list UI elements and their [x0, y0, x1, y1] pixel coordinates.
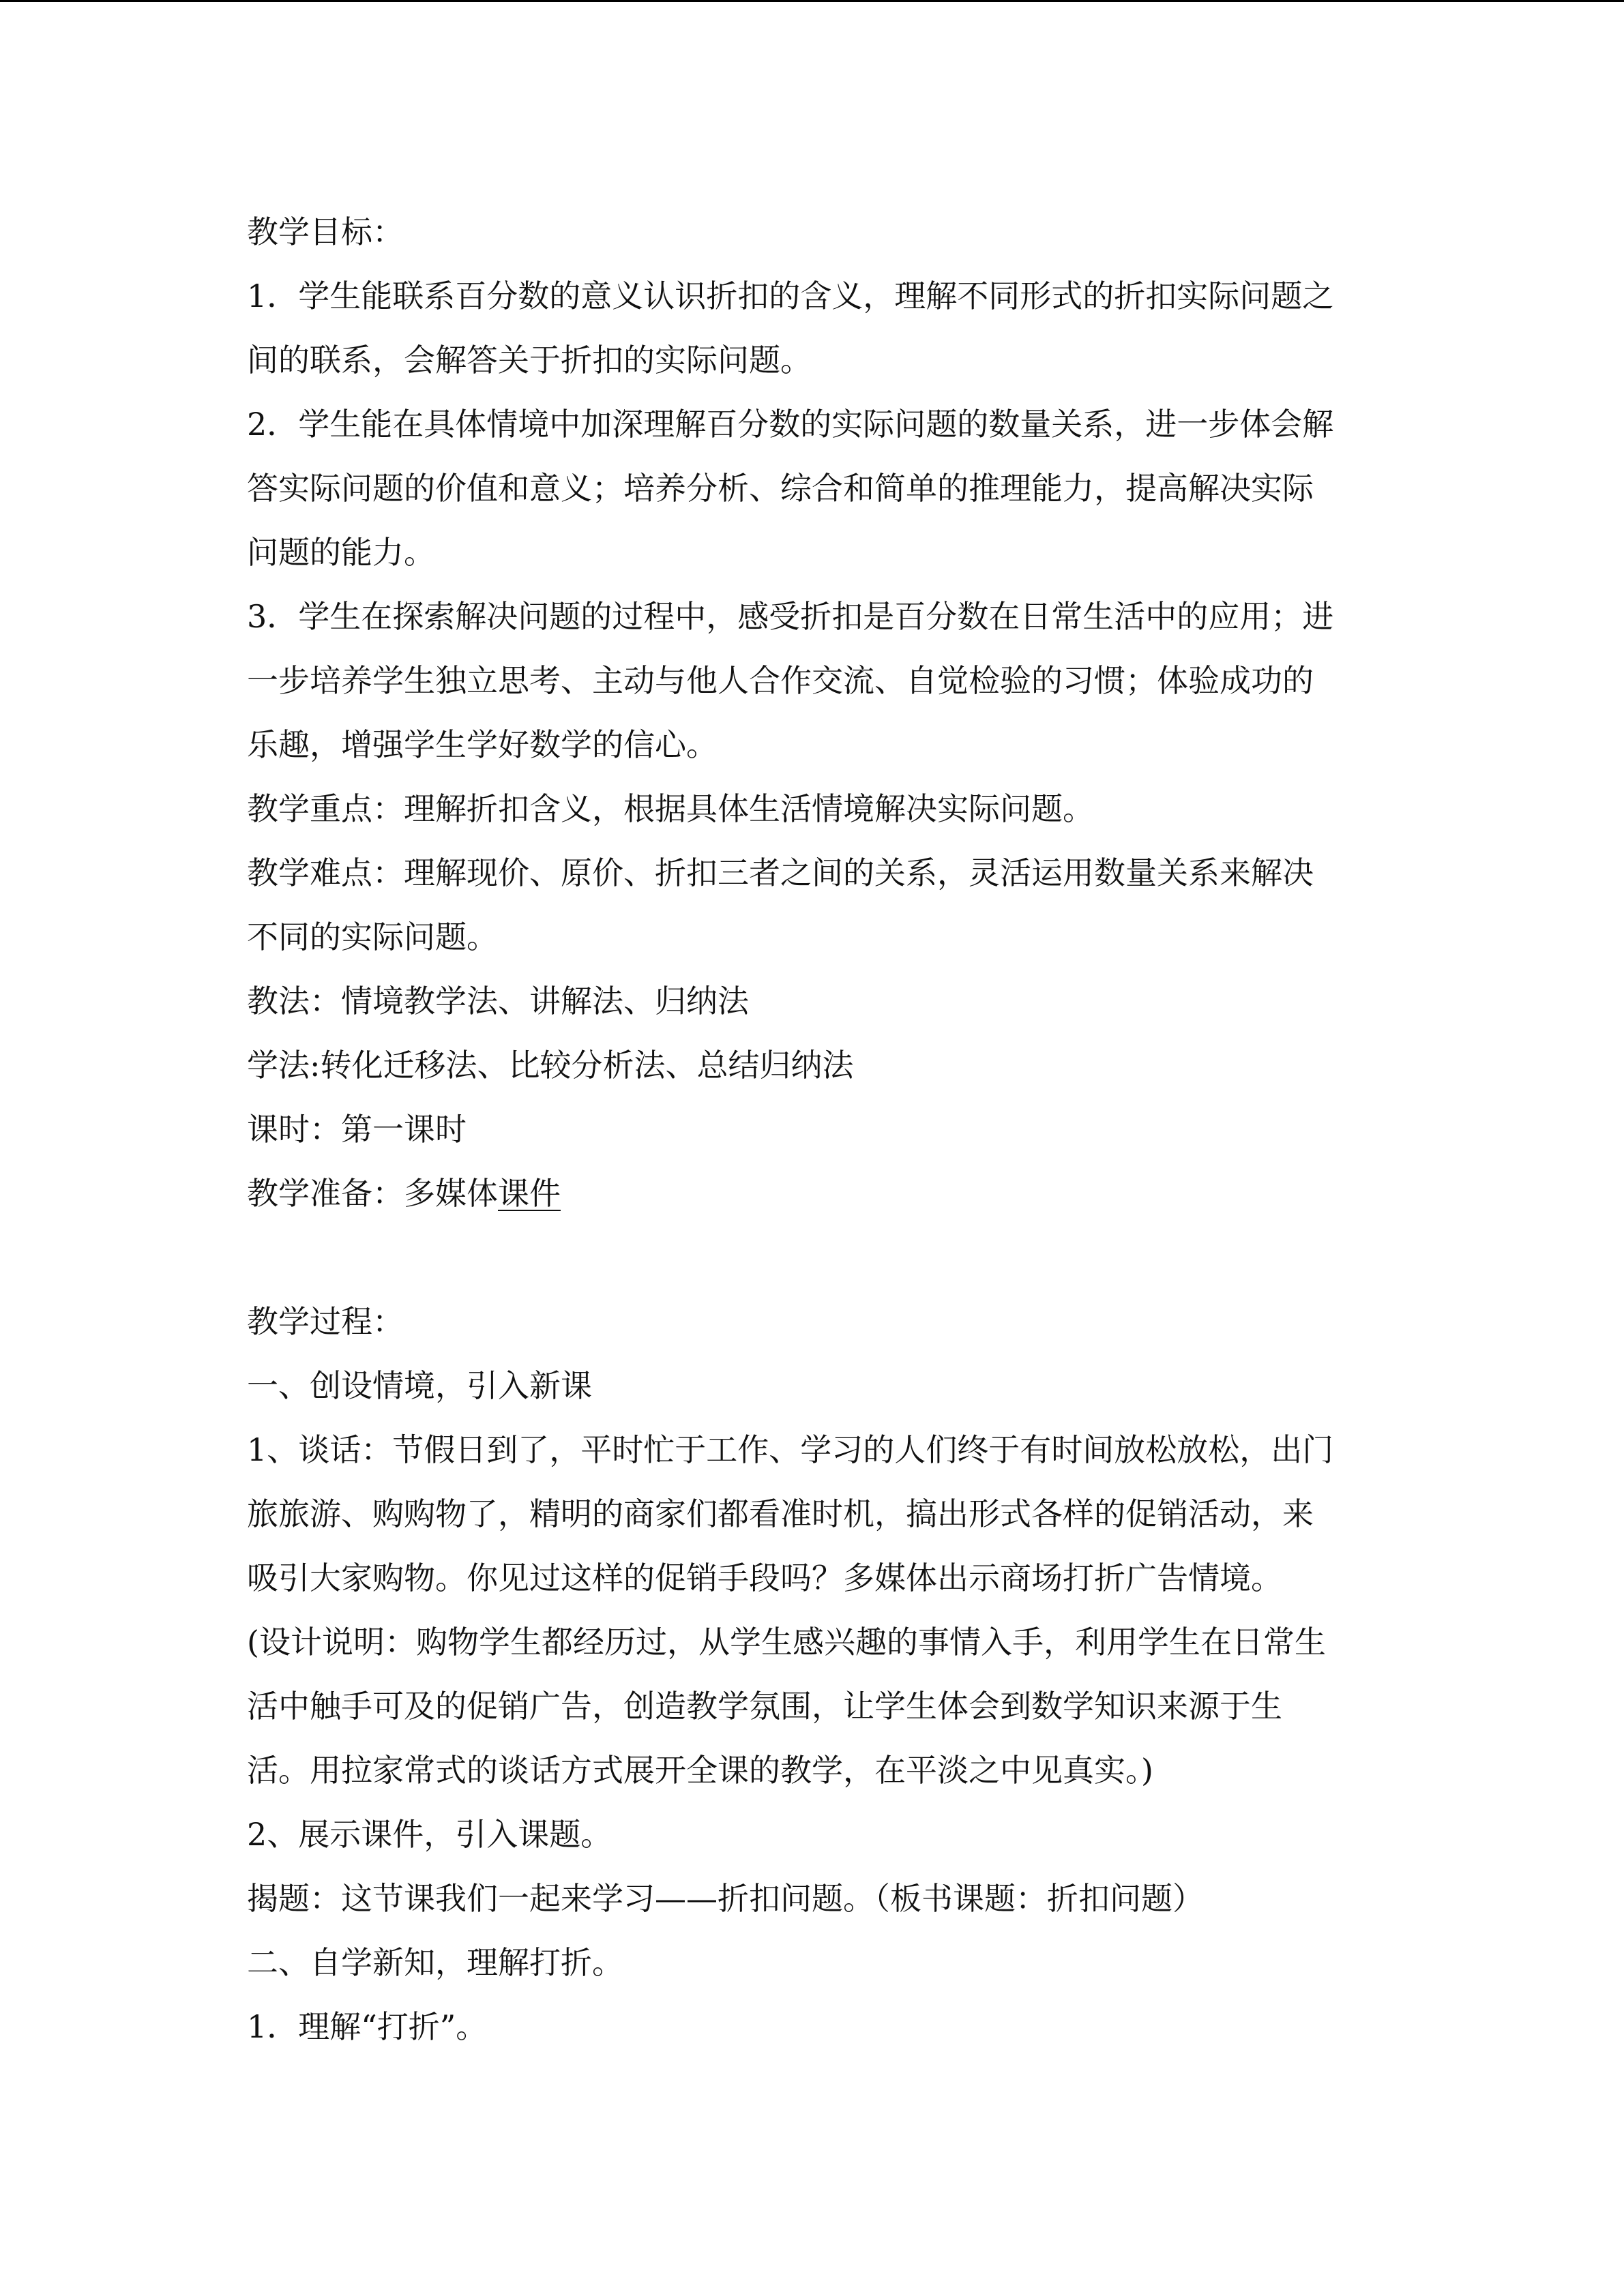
show-courseware: 2、展示课件，引入课题。 — [247, 1816, 612, 1853]
talk-line-1: 1、谈话：节假日到了，平时忙于工作、学习的人们终于有时间放松放松，出门 — [247, 1431, 1334, 1468]
goal-2-line-1: 2．学生能在具体情境中加深理解百分数的实际问题的数量关系，进一步体会解 — [247, 406, 1334, 443]
goal-2-line-2: 答实际问题的价值和意义；培养分析、综合和简单的推理能力，提高解决实际 — [247, 470, 1314, 507]
goal-3-line-3: 乐趣，增强学生学好数学的信心。 — [247, 726, 718, 763]
reveal-topic: 揭题：这节课我们一起来学习——折扣问题。（板书课题：折扣问题） — [247, 1880, 1204, 1917]
courseware-link[interactable]: 课件 — [498, 1175, 561, 1212]
goal-3-line-2: 一步培养学生独立思考、主动与他人合作交流、自觉检验的习惯；体验成功的 — [247, 662, 1314, 699]
step-1-heading: 一、创设情境，引入新课 — [247, 1367, 592, 1404]
talk-line-2: 旅旅游、购购物了，精明的商家们都看准时机，搞出形式各样的促销活动，来 — [247, 1495, 1314, 1532]
class-period: 课时：第一课时 — [247, 1111, 467, 1148]
talk-line-3: 吸引大家购物。你见过这样的促销手段吗？多媒体出示商场打折广告情境。 — [247, 1560, 1282, 1596]
preparation-prefix: 教学准备：多媒体 — [247, 1175, 498, 1212]
understand-discount: 1．理解“打折”。 — [247, 2008, 488, 2045]
blank-line — [247, 1225, 1379, 1289]
goal-3-line-1: 3．学生在探索解决问题的过程中，感受折扣是百分数在日常生活中的应用；进 — [247, 598, 1334, 635]
key-point: 教学重点：理解折扣含义，根据具体生活情境解决实际问题。 — [247, 790, 1094, 827]
heading-teaching-process: 教学过程： — [247, 1303, 404, 1340]
design-note-line-2: 活中触手可及的促销广告，创造教学氛围，让学生体会到数学知识来源于生 — [247, 1688, 1282, 1725]
difficulty-line-1: 教学难点：理解现价、原价、折扣三者之间的关系，灵活运用数量关系来解决 — [247, 854, 1314, 891]
design-note-line-1: (设计说明：购物学生都经历过，从学生感兴趣的事情入手，利用学生在日常生 — [247, 1624, 1326, 1660]
goal-2-line-3: 问题的能力。 — [247, 534, 435, 571]
document-body — [247, 200, 1379, 2059]
heading-teaching-goals: 教学目标： — [247, 213, 404, 250]
step-2-heading: 二、自学新知，理解打折。 — [247, 1944, 623, 1981]
difficulty-line-2: 不同的实际问题。 — [247, 919, 498, 955]
goal-1-line-1: 1．学生能联系百分数的意义认识折扣的含义，理解不同形式的折扣实际问题之 — [247, 278, 1334, 314]
teaching-preparation — [247, 1161, 1379, 1225]
learning-method: 学法:转化迁移法、比较分析法、总结归纳法 — [247, 1047, 854, 1084]
goal-1-line-2: 间的联系，会解答关于折扣的实际问题。 — [247, 342, 812, 378]
design-note-line-3: 活。用拉家常式的谈话方式展开全课的教学，在平淡之中见真实。) — [247, 1752, 1153, 1789]
teaching-method: 教法：情境教学法、讲解法、归纳法 — [247, 983, 749, 1019]
